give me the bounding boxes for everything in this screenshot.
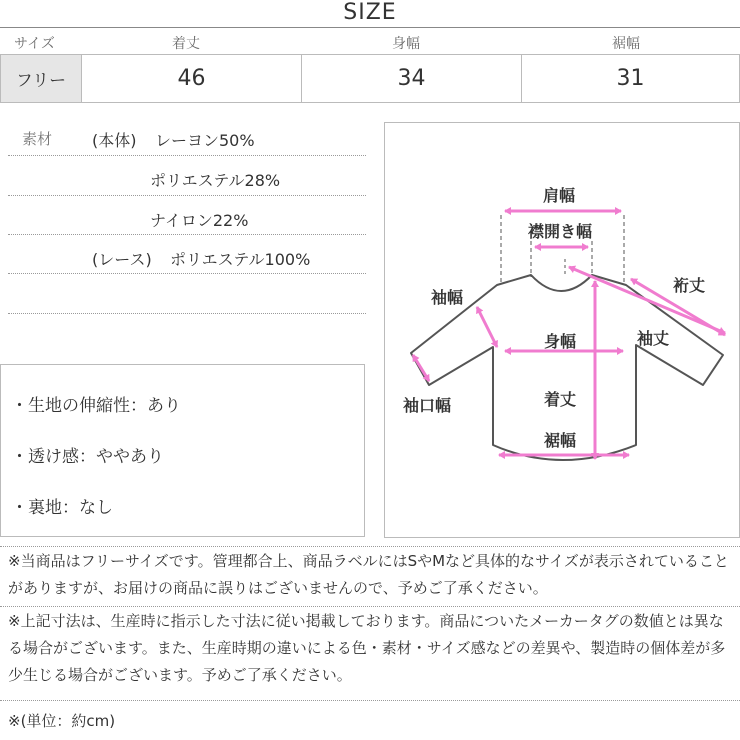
size-table-row <box>0 54 740 103</box>
header-size: サイズ <box>14 36 55 52</box>
stretch-property: ・生地の伸縮性：あり <box>11 396 181 416</box>
hem-width-label: 裾幅 <box>544 431 577 450</box>
material-line-2: ポリエステル28% <box>150 171 281 190</box>
material-line-4: ポリエステル100% <box>170 250 311 269</box>
title-divider <box>0 27 740 28</box>
material-part-body: (本体) <box>92 131 137 150</box>
lining-property: ・裏地：なし <box>11 498 113 518</box>
size-title: SIZE <box>343 0 397 25</box>
material-divider <box>8 234 366 235</box>
notes-divider <box>0 606 740 607</box>
size-label-cell: フリー <box>0 54 82 103</box>
free-size-note: ※当商品はフリーサイズです。管理都合上、商品ラベルにはSやMなど具体的なサイズが表示されていることがありますが、お届けの商品に誤りはございませんので、予めご了承ください。 <box>8 552 729 597</box>
body-width-value-cell: 34 <box>301 54 522 103</box>
size-table-header <box>0 30 740 52</box>
measurement-note: ※上記寸法は、生産時に指示した寸法に従い掲載しております。商品についたメーカータグの数値とは異なる場合がございます。また、生産時期の違いによる色・素材・サイズ感などの差異や、製造時の個体差が多少生じる場合がございます。予めご了承ください。 <box>8 612 726 684</box>
cuff-width-label: 袖口幅 <box>403 396 452 415</box>
yuki-label: 裄丈 <box>673 276 706 295</box>
material-divider <box>8 313 366 314</box>
material-line-3: ナイロン22% <box>150 211 249 230</box>
header-length: 着丈 <box>172 36 200 52</box>
material-line-1: レーヨン50% <box>155 131 255 150</box>
material-divider <box>8 273 366 274</box>
header-body-width: 身幅 <box>392 36 420 52</box>
notes-divider <box>0 700 740 701</box>
cuff-arrow <box>413 355 429 381</box>
sheerness-property: ・透け感：ややあり <box>11 447 164 467</box>
hem-width-value-cell: 31 <box>521 54 740 103</box>
fabric-properties-box <box>0 364 365 537</box>
sleeve-length-label: 袖丈 <box>637 329 670 348</box>
material-divider <box>8 155 366 156</box>
body-width-label: 身幅 <box>544 332 577 351</box>
measurement-diagram <box>384 122 740 538</box>
shoulder-label: 肩幅 <box>543 186 576 205</box>
material-divider <box>8 195 366 196</box>
length-label: 着丈 <box>544 390 577 409</box>
material-part-lace: (レース) <box>92 250 152 269</box>
sleeve-width-label: 袖幅 <box>431 288 464 307</box>
length-value-cell: 46 <box>81 54 302 103</box>
notes-divider <box>0 546 740 547</box>
header-hem-width: 裾幅 <box>612 36 640 52</box>
material-label: 素材 <box>22 130 53 148</box>
neck-width-label: 襟開き幅 <box>528 222 593 241</box>
unit-note: ※(単位：約cm) <box>8 712 116 730</box>
sleeve-width-arrow <box>477 307 497 347</box>
